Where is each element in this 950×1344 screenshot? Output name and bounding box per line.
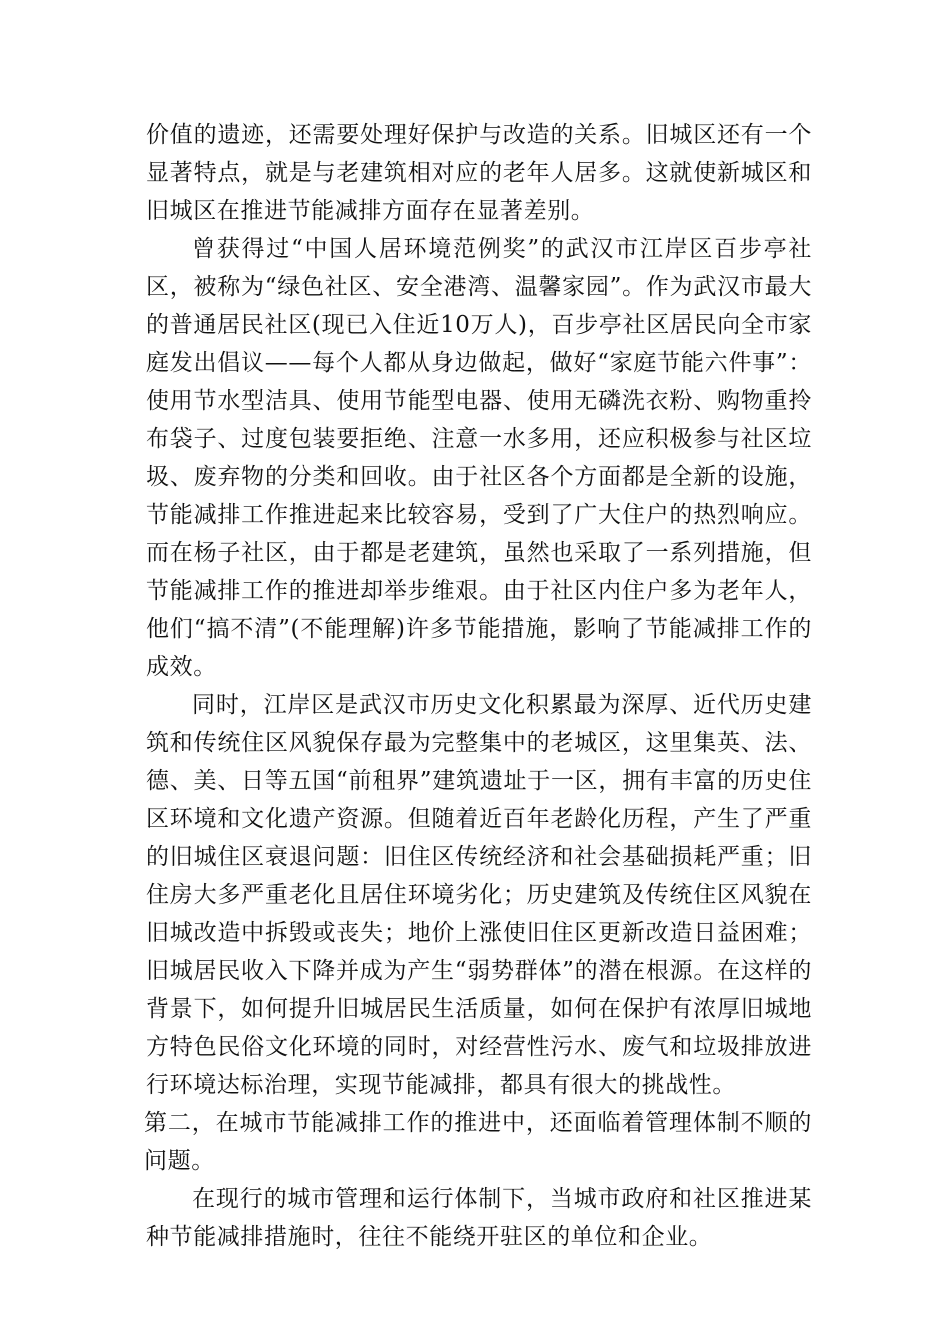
document-body bbox=[146, 116, 812, 1256]
paragraph-jiangan-old-city: 同时，江岸区是武汉市历史文化积累最为深厚、近代历史建筑和传统住区风貌保存最为完整集中的老城区，这里集英、法、德、美、日等五国“前租界”建筑遗址于一区，拥有丰富的历史住区环境和文化遗产资源。但随着近百年老龄化历程，产生了严重的旧城住区衰退问题：旧住区传统经济和社会基础损耗严重；旧住房大多严重老化且居住环境劣化；历史建筑及传统住区风貌在旧城改造中拆毁或丧失；地价上涨使旧住区更新改造日益困难；旧城居民收入下降并成为产生“弱势群体”的潜在根源。在这样的背景下，如何提升旧城居民生活质量，如何在保护有浓厚旧城地方特色民俗文化环境的同时，对经营性污水、废气和垃圾排放进行环境达标治理，实现节能减排，都具有很大的挑战性。 bbox=[146, 692, 812, 1098]
paragraph-baibuting-community: 曾获得过“中国人居环境范例奖”的武汉市江岸区百步亭社区，被称为“绿色社区、安全港湾、温馨家园”。作为武汉市最大的普通居民社区(现已入住近10万人)，百步亭社区居民向全市家庭发出倡议——每个人都从身边做起，做好“家庭节能六件事”：使用节水型洁具、使用节能型电器、使用无磷洗衣粉、购物重拎布袋子、过度包装要拒绝、注意一水多用，还应积极参与社区垃圾、废弃物的分类和回收。由于社区各个方面都是全新的设施，节能减排工作推进起来比较容易，受到了广大住户的热烈响应。而在杨子社区，由于都是老建筑，虽然也采取了一系列措施，但节能减排工作的推进却举步维艰。由于社区内住户多为老年人，他们“搞不清”(不能理解)许多节能措施，影响了节能减排工作的成效。 bbox=[146, 236, 812, 680]
section-point-two: 第二，在城市节能减排工作的推进中，还面临着管理体制不顺的问题。 bbox=[144, 1110, 812, 1174]
paragraph-continuation: 价值的遗迹，还需要处理好保护与改造的关系。旧城区还有一个显著特点，就是与老建筑相对应的老年人居多。这就使新城区和旧城区在推进节能减排方面存在显著差别。 bbox=[146, 122, 812, 224]
paragraph-management-system: 在现行的城市管理和运行体制下，当城市政府和社区推进某种节能减排措施时，往往不能绕开驻区的单位和企业。 bbox=[146, 1186, 812, 1250]
